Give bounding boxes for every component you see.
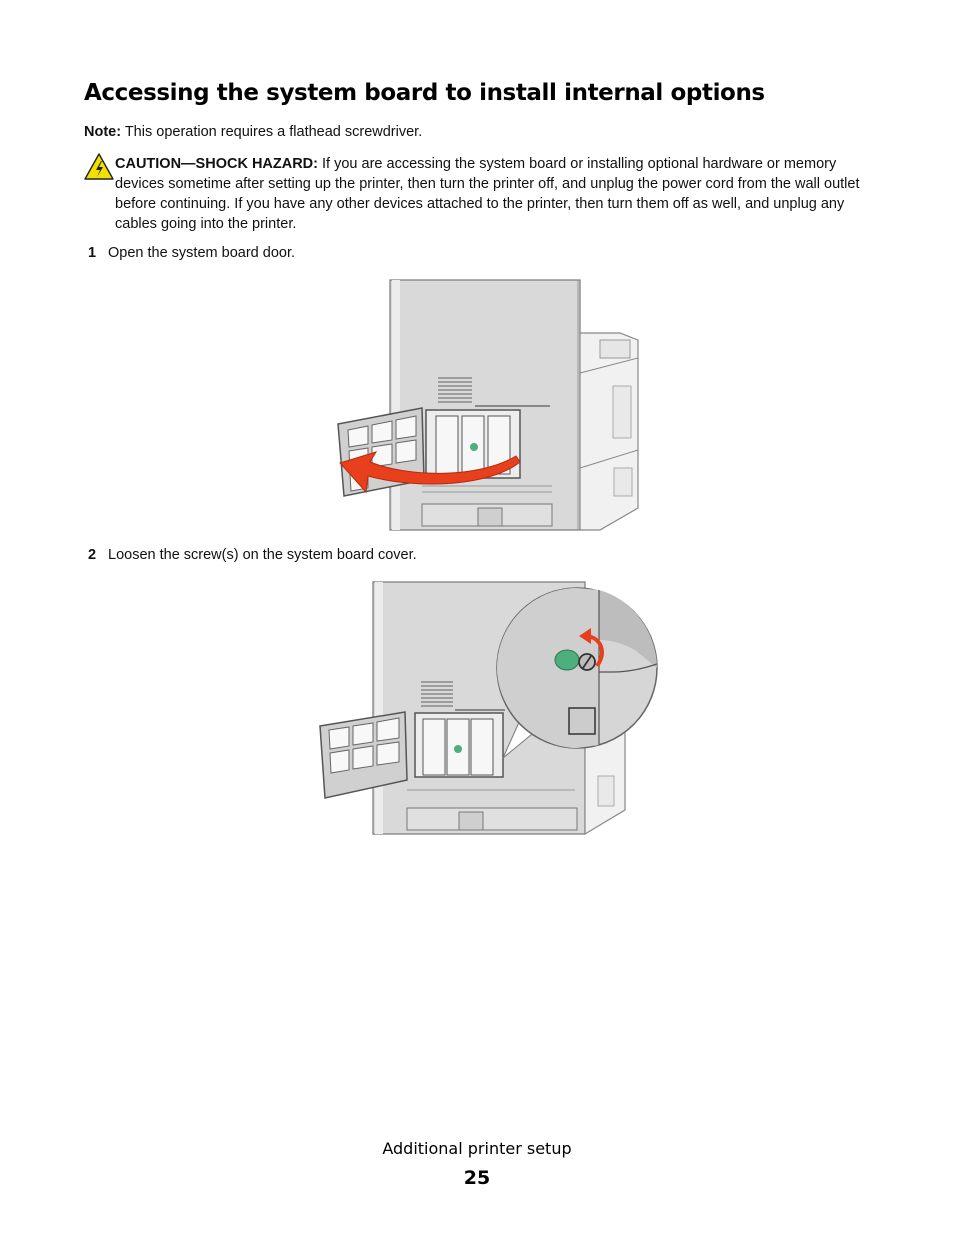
step-text: Open the system board door.: [108, 245, 295, 261]
step-number: 1: [88, 245, 97, 261]
warning-triangle-icon: [84, 153, 114, 181]
page-title: Accessing the system board to install internal options: [84, 80, 765, 106]
open-door-illustration: [330, 278, 645, 534]
footer-section-label: Additional printer setup: [382, 1139, 572, 1158]
page-number: 25: [463, 1167, 491, 1189]
step-1: [88, 245, 295, 261]
caution-label: CAUTION—SHOCK HAZARD:: [115, 156, 318, 172]
caution-text: If you are accessing the system board or installing optional hardware or memory devices sometime after setting up the printer, then turn the printer off, and unplug the power cord from the wall outlet before continuing. If you have any other devices attached to the printer, then turn them off as well, and unplug any cables going into the printer.: [115, 156, 860, 232]
note: [84, 124, 422, 140]
caution-paragraph: [115, 154, 885, 234]
step-number: 2: [88, 547, 97, 563]
step-text: Loosen the screw(s) on the system board cover.: [108, 547, 417, 563]
note-label: Note:: [84, 124, 122, 140]
loosen-screw-illustration: [315, 580, 665, 838]
note-text: This operation requires a flathead screwdriver.: [121, 124, 423, 140]
step-2: [88, 547, 417, 563]
